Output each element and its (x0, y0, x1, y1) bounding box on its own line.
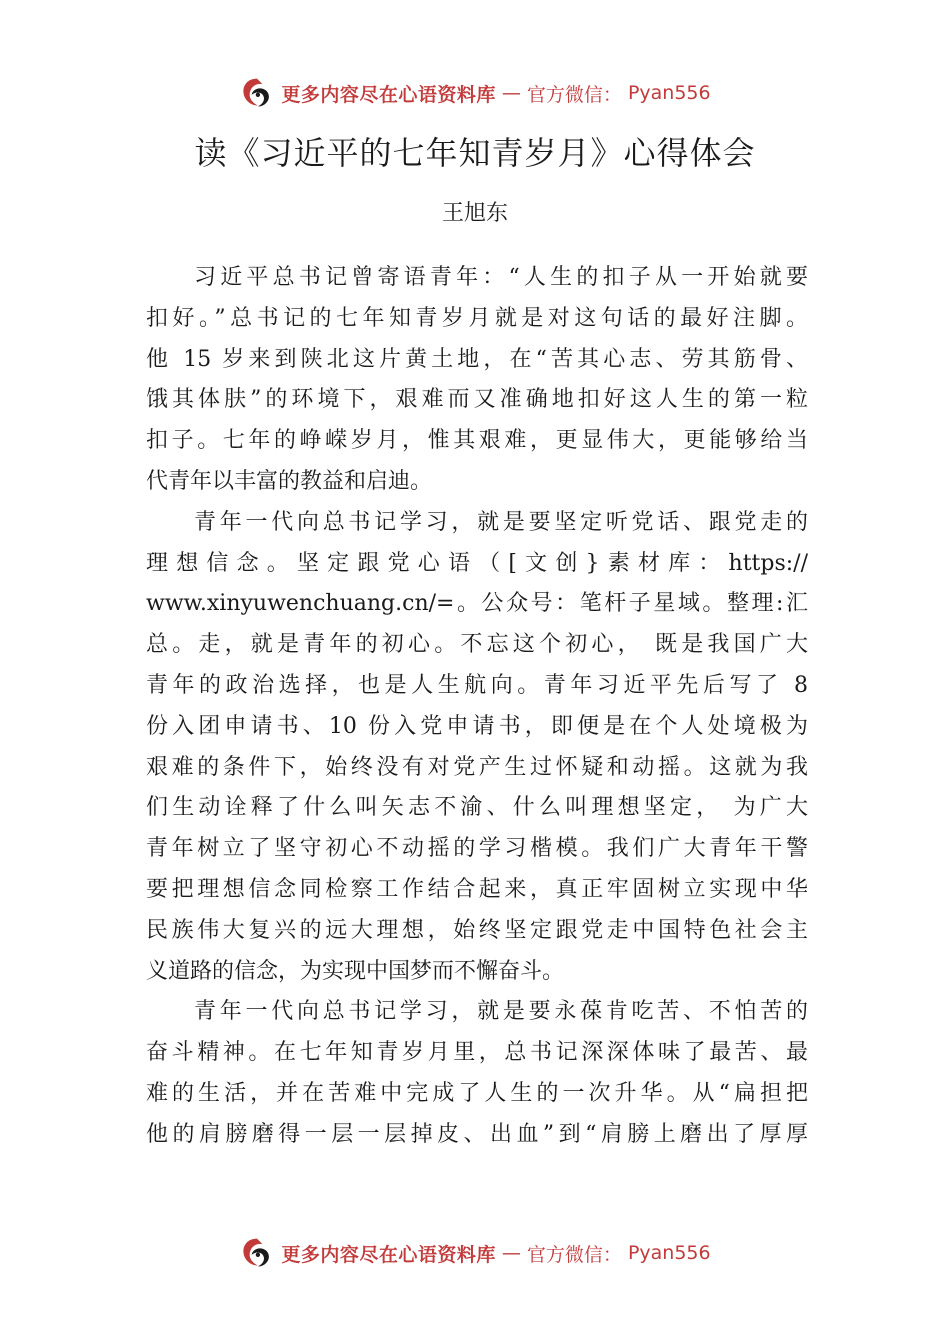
body-line: 扣好。”总书记的七年知青岁月就是对这句话的最好注脚。 (146, 305, 808, 331)
body-line: 扣子。七年的峥嵘岁月，惟其艰难，更显伟大，更能够给当 (146, 428, 808, 454)
body-line: www.xinyuwenchuang.cn/=。公众号：笔杆子星域。整理:汇 (146, 591, 808, 617)
banner-text: 更多内容尽在心语资料库 (281, 1243, 496, 1266)
body-line: 奋斗精神。在七年知青岁月里，总书记深深体味了最苦、最 (146, 1040, 808, 1066)
body-line: 民族伟大复兴的远大理想，始终坚定跟党走中国特色社会主 (146, 917, 808, 943)
body-line: 习近平总书记曾寄语青年：“人生的扣子从一开始就要 (194, 265, 808, 290)
banner-wechat-label: 官方微信： (526, 83, 622, 106)
body-line: 份入团申请书、10 份入党申请书，即便是在个人处境极为 (146, 713, 808, 739)
body-line: 总。走，就是青年的初心。不忘这个初心， 既是我国广大 (146, 632, 808, 658)
document-title: 读《习近平的七年知青岁月》心得体会 (194, 134, 756, 172)
banner-wechat-id: Pyan556 (627, 82, 711, 104)
banner-text: 更多内容尽在心语资料库 (281, 83, 496, 106)
banner-separator: — (501, 1242, 521, 1264)
body-line: 义道路的信念，为实现中国梦而不懈奋斗。 (146, 958, 565, 984)
body-line: 青年的政治选择，也是人生航向。青年习近平先后写了 8 (146, 672, 808, 698)
swirl-logo-icon (239, 75, 275, 111)
body-line: 青年一代向总书记学习，就是要永葆肯吃苦、不怕苦的 (194, 999, 808, 1025)
document-body (146, 258, 808, 1156)
footer-banner (0, 1230, 950, 1276)
body-line: 理想信念。坚定跟党心语（[文创}素材库：https:// (146, 550, 808, 576)
banner-separator: — (501, 82, 521, 104)
body-line: 要把理想信念同检察工作结合起来，真正牢固树立实现中华 (146, 876, 808, 902)
body-line: 艰难的条件下，始终没有对党产生过怀疑和动摇。这就为我 (146, 754, 808, 780)
body-line: 青年树立了坚守初心不动摇的学习楷模。我们广大青年干警 (146, 836, 808, 862)
body-line: 代青年以丰富的教益和启迪。 (146, 468, 433, 494)
body-line: 他的肩膀磨得一层一层掉皮、出血”到“肩膀上磨出了厚厚 (146, 1121, 808, 1147)
body-line: 青年一代向总书记学习，就是要坚定听党话、跟党走的 (194, 509, 808, 535)
header-banner (0, 70, 950, 116)
document-author: 王旭东 (441, 201, 508, 226)
body-line: 饿其体肤”的环境下，艰难而又准确地扣好这人生的第一粒 (146, 387, 808, 413)
body-line: 们生动诠释了什么叫矢志不渝、什么叫理想坚定， 为广大 (146, 795, 808, 821)
body-line: 他 15 岁来到陕北这片黄土地，在“苦其心志、劳其筋骨、 (146, 346, 808, 372)
banner-wechat-id: Pyan556 (627, 1242, 711, 1264)
body-line: 难的生活，并在苦难中完成了人生的一次升华。从“扁担把 (146, 1080, 808, 1106)
swirl-logo-icon (239, 1235, 275, 1271)
banner-wechat-label: 官方微信： (526, 1243, 622, 1266)
